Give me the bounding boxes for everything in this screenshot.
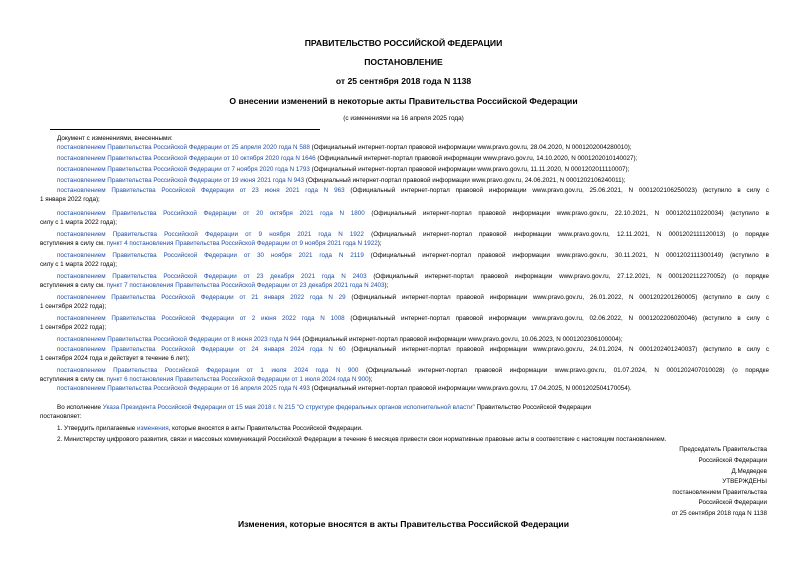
annex-title: Изменения, которые вносятся в акты Правительства Российской Федерации <box>237 519 569 529</box>
change-link[interactable]: постановлением Правительства Российской Федерации от 25 апреля 2020 года N 588 <box>57 144 310 151</box>
doc-date-number: от 25 сентября 2018 года N 1138 <box>335 76 472 86</box>
change-item: постановлением Правительства Российской Федерации от 1 июля 2024 года N 900 (Официальный интернет-портал правовой информации www.pravo.gov.ru, 01.07.2024, N 0001202407010028) (о порядке <box>57 367 769 374</box>
doc-title: О внесении изменений в некоторые акты Правительства Российской Федерации <box>229 96 578 106</box>
change-link[interactable]: постановлением Правительства Российской Федерации от 16 апреля 2025 года N 493 <box>57 385 310 392</box>
approval-line: Российской Федерации <box>698 499 767 506</box>
change-item-cont: вступления в силу см. пункт 7 постановления Правительства Российской Федерации от 23 декабря 2021 года N 2403); <box>40 282 389 289</box>
change-item: постановлением Правительства Российской Федерации от 23 июня 2021 года N 963 (Официальный интернет-портал правовой информации www.pravo.gov.ru, 25.06.2021, N 0001202106250023) (вступило в силу с <box>57 187 769 194</box>
decree-link[interactable]: Указа Президента Российской Федерации от 15 мая 2018 г. N 215 "О структуре федеральных органов исполнительной власти" <box>102 404 475 411</box>
change-item: постановлением Правительства Российской Федерации от 10 октября 2020 года N 1646 (Официальный интернет-портал правовой информации www.pravo.gov.ru, 14.10.2020, N 0001202010140027); <box>57 155 638 162</box>
change-link[interactable]: постановлением Правительства Российской Федерации от 20 октября 2021 года N 1800 <box>57 210 365 217</box>
change-item-cont: 1 января 2022 года); <box>40 196 100 203</box>
change-item: постановлением Правительства Российской Федерации от 2 июня 2022 года N 1008 (Официальный интернет-портал правовой информации www.pravo.gov.ru, 02.06.2022, N 0001202206020046) (вступило в силу с <box>57 315 769 322</box>
approval-heading: УТВЕРЖДЕНЫ <box>722 478 767 485</box>
approval-line: от 25 сентября 2018 года N 1138 <box>671 510 767 517</box>
change-item: постановлением Правительства Российской Федерации от 9 ноября 2021 года N 1922 (Официальный интернет-портал правовой информации www.pravo.gov.ru, 12.11.2021, N 0001202111120013) (о порядке <box>57 231 769 238</box>
change-link[interactable]: пункт 7 постановления Правительства Российской Федерации от 23 декабря 2021 года N 2403 <box>106 282 385 289</box>
change-link[interactable]: постановлением Правительства Российской Федерации от 30 ноября 2021 года N 2119 <box>57 252 364 259</box>
change-item-cont: 1 сентября 2022 года); <box>40 324 107 331</box>
change-link[interactable]: постановлением Правительства Российской Федерации от 23 декабря 2021 года N 2403 <box>57 273 367 280</box>
change-link[interactable]: пункт 4 постановления Правительства Российской Федерации от 9 ноября 2021 года N 1922 <box>106 240 378 247</box>
divider <box>50 129 320 130</box>
changes-intro: Документ с изменениями, внесенными: <box>57 135 173 142</box>
change-link[interactable]: постановлением Правительства Российской Федерации от 8 июня 2023 года N 944 <box>57 336 301 343</box>
change-item-cont: 1 сентября 2024 года и действует в течение 6 лет); <box>40 355 190 362</box>
signature-name: Д.Медведев <box>731 468 767 475</box>
signature-org: Российской Федерации <box>698 457 767 464</box>
changes-link[interactable]: изменения <box>137 425 169 432</box>
change-link[interactable]: постановлением Правительства Российской Федерации от 19 июня 2021 года N 943 <box>57 177 305 184</box>
paragraph-2: 2. Министерству цифрового развития, связи и массовых коммуникаций Российской Федерации в течение 6 месяцев привести свои нормативные правовые акты в соответствие с настоящим постановлением. <box>57 436 667 443</box>
change-link[interactable]: постановлением Правительства Российской Федерации от 21 января 2022 года N 29 <box>57 294 346 301</box>
change-link[interactable]: постановлением Правительства Российской Федерации от 10 октября 2020 года N 1646 <box>57 155 316 162</box>
change-item: постановлением Правительства Российской Федерации от 7 ноября 2020 года N 1793 (Официальный интернет-портал правовой информации www.pravo.gov.ru, 11.11.2020, N 0001202011110007); <box>57 166 630 173</box>
change-link[interactable]: постановлением Правительства Российской Федерации от 24 января 2024 года N 60 <box>57 346 346 353</box>
change-item-cont: вступления в силу см. пункт 4 постановления Правительства Российской Федерации от 9 ноября 2021 года N 1922); <box>40 240 382 247</box>
signature-position: Председатель Правительства <box>679 446 767 453</box>
change-item: постановлением Правительства Российской Федерации от 16 апреля 2025 года N 493 (Официальный интернет-портал правовой информации www.pravo.gov.ru, 17.04.2025, N 0001202504170054). <box>57 385 632 392</box>
revision-note: (с изменениями на 16 апреля 2025 года) <box>343 115 464 122</box>
change-link[interactable]: постановлением Правительства Российской Федерации от 2 июня 2022 года N 1008 <box>57 315 345 322</box>
change-link[interactable]: постановлением Правительства Российской Федерации от 23 июня 2021 года N 963 <box>57 187 345 194</box>
change-item-cont: 1 сентября 2022 года); <box>40 303 107 310</box>
paragraph-1: 1. Утвердить прилагаемые изменения, которые вносятся в акты Правительства Российской Федерации. <box>57 425 363 432</box>
change-item: постановлением Правительства Российской Федерации от 20 октября 2021 года N 1800 (Официальный интернет-портал правовой информации www.pravo.gov.ru, 22.10.2021, N 0001202110220034) (вступило в <box>57 210 769 217</box>
doc-type-heading: ПОСТАНОВЛЕНИЕ <box>364 57 443 67</box>
change-item: постановлением Правительства Российской Федерации от 8 июня 2023 года N 944 (Официальный интернет-портал правовой информации www.pravo.gov.ru, 10.06.2023, N 0001202306100004); <box>57 336 623 343</box>
change-link[interactable]: постановлением Правительства Российской Федерации от 7 ноября 2020 года N 1793 <box>57 166 310 173</box>
change-item-cont: силу с 1 марта 2022 года); <box>40 219 117 226</box>
change-link[interactable]: постановлением Правительства Российской Федерации от 9 ноября 2021 года N 1922 <box>57 231 364 238</box>
change-item: постановлением Правительства Российской Федерации от 19 июня 2021 года N 943 (Официальный интернет-портал правовой информации www.pravo.gov.ru, 24.06.2021, N 0001202106240011); <box>57 177 626 184</box>
preamble: Во исполнение Указа Президента Российской Федерации от 15 мая 2018 г. N 215 "О структуре федеральных органов исполнительной власти" Правительство Российской Федерации <box>57 404 592 411</box>
government-heading: ПРАВИТЕЛЬСТВО РОССИЙСКОЙ ФЕДЕРАЦИИ <box>304 38 503 48</box>
change-item: постановлением Правительства Российской Федерации от 21 января 2022 года N 29 (Официальный интернет-портал правовой информации www.pravo.gov.ru, 26.01.2022, N 0001202201260005) (вступило в силу с <box>57 294 769 301</box>
approval-line: постановлением Правительства <box>672 489 767 496</box>
preamble-cont: постановляет: <box>40 413 82 420</box>
change-item: постановлением Правительства Российской Федерации от 24 января 2024 года N 60 (Официальный интернет-портал правовой информации www.pravo.gov.ru, 24.01.2024, N 0001202401240037) (вступило в силу с <box>57 346 769 353</box>
change-item-cont: вступления в силу см. пункт 6 постановления Правительства Российской Федерации от 1 июля 2024 года N 900); <box>40 376 373 383</box>
change-item: постановлением Правительства Российской Федерации от 30 ноября 2021 года N 2119 (Официальный интернет-портал правовой информации www.pravo.gov.ru, 30.11.2021, N 0001202111300149) (вступило в <box>57 252 769 259</box>
change-item-cont: силу с 1 марта 2022 года); <box>40 261 117 268</box>
change-link[interactable]: пункт 6 постановления Правительства Российской Федерации от 1 июля 2024 года N 900 <box>106 376 369 383</box>
change-link[interactable]: постановлением Правительства Российской Федерации от 1 июля 2024 года N 900 <box>57 367 359 374</box>
change-item: постановлением Правительства Российской Федерации от 23 декабря 2021 года N 2403 (Официальный интернет-портал правовой информации www.pravo.gov.ru, 27.12.2021, N 0001202112270052) (о порядке <box>57 273 769 280</box>
change-item: постановлением Правительства Российской Федерации от 25 апреля 2020 года N 588 (Официальный интернет-портал правовой информации www.pravo.gov.ru, 28.04.2020, N 0001202004280010); <box>57 144 632 151</box>
